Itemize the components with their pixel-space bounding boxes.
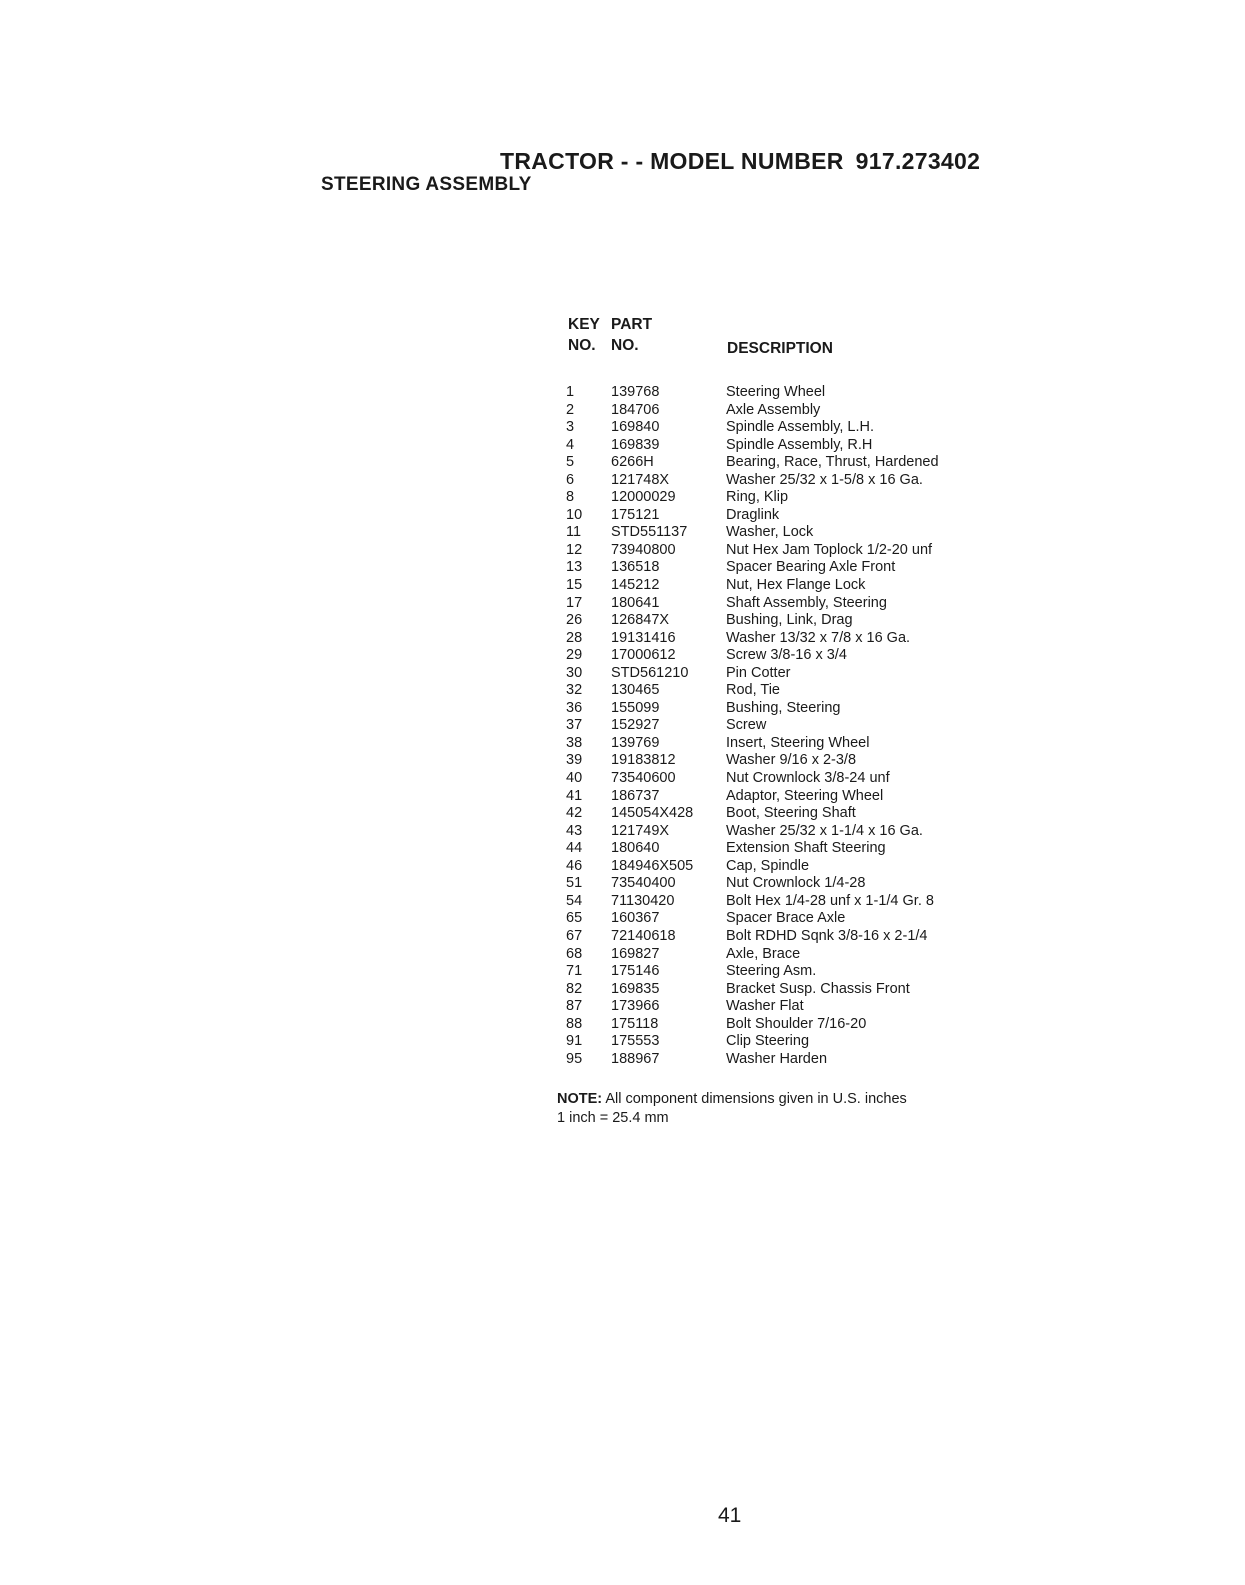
description-cell: Ring, Klip [726,489,789,506]
key-cell: 88 [566,1015,583,1032]
part-cell: 17000612 [611,647,676,664]
table-row [568,946,998,964]
part-cell: 169840 [611,419,660,436]
key-cell: 36 [566,699,583,716]
description-cell: Cap, Spindle [726,857,810,874]
description-cell: Axle Assembly [726,401,821,418]
description-cell: Bushing, Link, Drag [726,612,853,629]
table-row [568,489,998,507]
table-row [568,805,998,823]
key-cell: 71 [566,963,583,980]
part-cell: 152927 [611,717,660,734]
description-cell: Clip Steering [726,1033,810,1050]
key-cell: 8 [566,489,575,506]
note-conversion: 1 inch = 25.4 mm [557,1110,669,1126]
page-number: 41 [718,1504,742,1527]
part-cell: 19183812 [611,752,676,769]
parts-list-rows [568,384,998,1068]
key-cell: 26 [566,612,583,629]
part-cell: 180640 [611,840,660,857]
part-cell: 139769 [611,734,660,751]
description-cell: Bearing, Race, Thrust, Hardened [726,454,939,471]
parts-list [568,316,998,1068]
key-cell: 1 [566,384,575,400]
description-cell: Nut Crownlock 1/4-28 [726,875,866,892]
part-cell: 121749X [611,822,670,839]
key-cell: 11 [566,524,582,541]
part-cell: 155099 [611,699,660,716]
key-cell: 39 [566,752,583,769]
description-cell: Screw [726,717,767,734]
table-row [568,402,998,420]
table-row [568,928,998,946]
key-cell: 54 [566,892,583,909]
table-row [568,1051,998,1069]
table-row [568,700,998,718]
table-row [568,717,998,735]
description-cell: Washer Harden [726,1050,828,1067]
key-cell: 3 [566,419,575,436]
key-cell: 30 [566,664,583,681]
table-row [568,770,998,788]
description-cell: Washer 25/32 x 1-5/8 x 16 Ga. [726,471,923,488]
description-cell: Washer, Lock [726,524,814,541]
description-cell: Insert, Steering Wheel [726,734,870,751]
table-row [568,595,998,613]
table-row [568,542,998,560]
key-cell: 5 [566,454,575,471]
key-cell: 51 [566,875,583,892]
table-row [568,472,998,490]
key-cell: 4 [566,436,575,453]
header-key-line1: KEY [568,316,600,333]
header-part-line1: PART [611,316,653,333]
part-cell: 175121 [611,506,660,523]
description-cell: Rod, Tie [726,682,780,699]
header-part-line2: NO. [611,337,639,354]
description-cell: Spindle Assembly, L.H. [726,419,875,436]
part-cell: 6266H [611,454,654,471]
part-cell: 175146 [611,963,660,980]
description-cell: Spacer Bearing Axle Front [726,559,896,576]
description-cell: Adaptor, Steering Wheel [726,787,884,804]
part-cell: 184706 [611,401,660,418]
description-cell: Extension Shaft Steering [726,840,886,857]
table-row [568,454,998,472]
note-label: NOTE: [557,1091,603,1107]
note [557,1090,907,1128]
table-row [568,665,998,683]
table-row [568,577,998,595]
table-row [568,875,998,893]
key-cell: 17 [566,594,583,611]
part-cell: 145212 [611,577,660,594]
table-row [568,1033,998,1051]
note-text: All component dimensions given in U.S. inches [605,1091,907,1107]
part-cell: 160367 [611,910,660,927]
description-cell: Bushing, Steering [726,699,841,716]
key-cell: 40 [566,770,583,787]
table-row [568,998,998,1016]
key-cell: 43 [566,822,583,839]
key-cell: 2 [566,401,575,418]
key-cell: 10 [566,506,583,523]
description-cell: Axle, Brace [726,945,801,962]
part-cell: STD551137 [611,524,688,541]
description-cell: Shaft Assembly, Steering [726,594,887,611]
description-cell: Boot, Steering Shaft [726,805,856,822]
key-cell: 68 [566,945,583,962]
key-cell: 46 [566,857,583,874]
key-cell: 67 [566,927,583,944]
key-cell: 32 [566,682,583,699]
table-row [568,682,998,700]
key-cell: 6 [566,471,575,488]
table-row [568,981,998,999]
part-cell: 145054X428 [611,805,694,822]
table-row [568,788,998,806]
part-cell: 72140618 [611,927,676,944]
description-cell: Washer 25/32 x 1-1/4 x 16 Ga. [726,822,923,839]
key-cell: 91 [566,1033,583,1050]
table-row [568,647,998,665]
description-cell: Screw 3/8-16 x 3/4 [726,647,847,664]
description-cell: Steering Asm. [726,963,817,980]
description-cell: Spindle Assembly, R.H [726,436,873,453]
table-row [568,419,998,437]
header-key-line2: NO. [568,337,596,354]
part-cell: 71130420 [611,892,675,909]
key-cell: 87 [566,998,583,1015]
page-title [500,148,980,175]
table-row [568,507,998,525]
table-row [568,384,998,402]
part-cell: 180641 [611,594,660,611]
key-cell: 15 [566,577,583,594]
key-cell: 38 [566,734,583,751]
key-cell: 41 [566,787,583,804]
part-cell: 169835 [611,980,660,997]
key-cell: 13 [566,559,583,576]
part-cell: 175553 [611,1033,660,1050]
model-number: 917.273402 [855,148,981,174]
table-row [568,752,998,770]
table-row [568,437,998,455]
table-row [568,524,998,542]
description-cell: Bracket Susp. Chassis Front [726,980,910,997]
key-cell: 82 [566,980,583,997]
part-cell: 188967 [611,1050,660,1067]
part-cell: 173966 [611,998,660,1015]
description-cell: Draglink [726,506,780,523]
table-row [568,735,998,753]
part-cell: 73940800 [611,541,676,558]
key-cell: 37 [566,717,583,734]
description-cell: Nut Crownlock 3/8-24 unf [726,770,890,787]
description-cell: Bolt RDHD Sqnk 3/8-16 x 2-1/4 [726,927,928,944]
table-row [568,840,998,858]
section-title: STEERING ASSEMBLY [321,174,532,195]
part-cell: 169839 [611,436,660,453]
part-cell: 126847X [611,612,670,629]
part-cell: 175118 [611,1015,659,1032]
part-cell: 19131416 [611,629,676,646]
part-cell: 184946X505 [611,857,694,874]
table-row [568,893,998,911]
description-cell: Nut Hex Jam Toplock 1/2-20 unf [726,541,933,558]
table-row [568,612,998,630]
table-row [568,630,998,648]
part-cell: 169827 [611,945,660,962]
part-cell: 130465 [611,682,660,699]
title-text: TRACTOR - - MODEL NUMBER [500,148,844,174]
part-cell: 136518 [611,559,660,576]
description-cell: Spacer Brace Axle [726,910,846,927]
table-row [568,559,998,577]
part-cell: 12000029 [611,489,676,506]
description-cell: Washer 9/16 x 2-3/8 [726,752,857,769]
table-row [568,910,998,928]
description-cell: Washer Flat [726,998,804,1015]
key-cell: 12 [566,541,583,558]
key-cell: 29 [566,647,583,664]
parts-list-header [568,316,998,372]
description-cell: Steering Wheel [726,384,826,400]
part-cell: STD561210 [611,664,689,681]
key-cell: 42 [566,805,583,822]
header-description: DESCRIPTION [727,340,833,357]
table-row [568,823,998,841]
key-cell: 65 [566,910,583,927]
key-cell: 44 [566,840,583,857]
key-cell: 28 [566,629,583,646]
description-cell: Pin Cotter [726,664,791,681]
table-row [568,963,998,981]
note-line [557,1090,907,1109]
description-cell: Bolt Hex 1/4-28 unf x 1-1/4 Gr. 8 [726,892,934,909]
description-cell: Nut, Hex Flange Lock [726,577,866,594]
description-cell: Bolt Shoulder 7/16-20 [726,1015,867,1032]
table-row [568,1016,998,1034]
key-cell: 95 [566,1050,583,1067]
table-row [568,858,998,876]
part-cell: 121748X [611,471,670,488]
part-cell: 73540600 [611,770,676,787]
description-cell: Washer 13/32 x 7/8 x 16 Ga. [726,629,911,646]
part-cell: 186737 [611,787,660,804]
part-cell: 73540400 [611,875,676,892]
part-cell: 139768 [611,384,660,400]
